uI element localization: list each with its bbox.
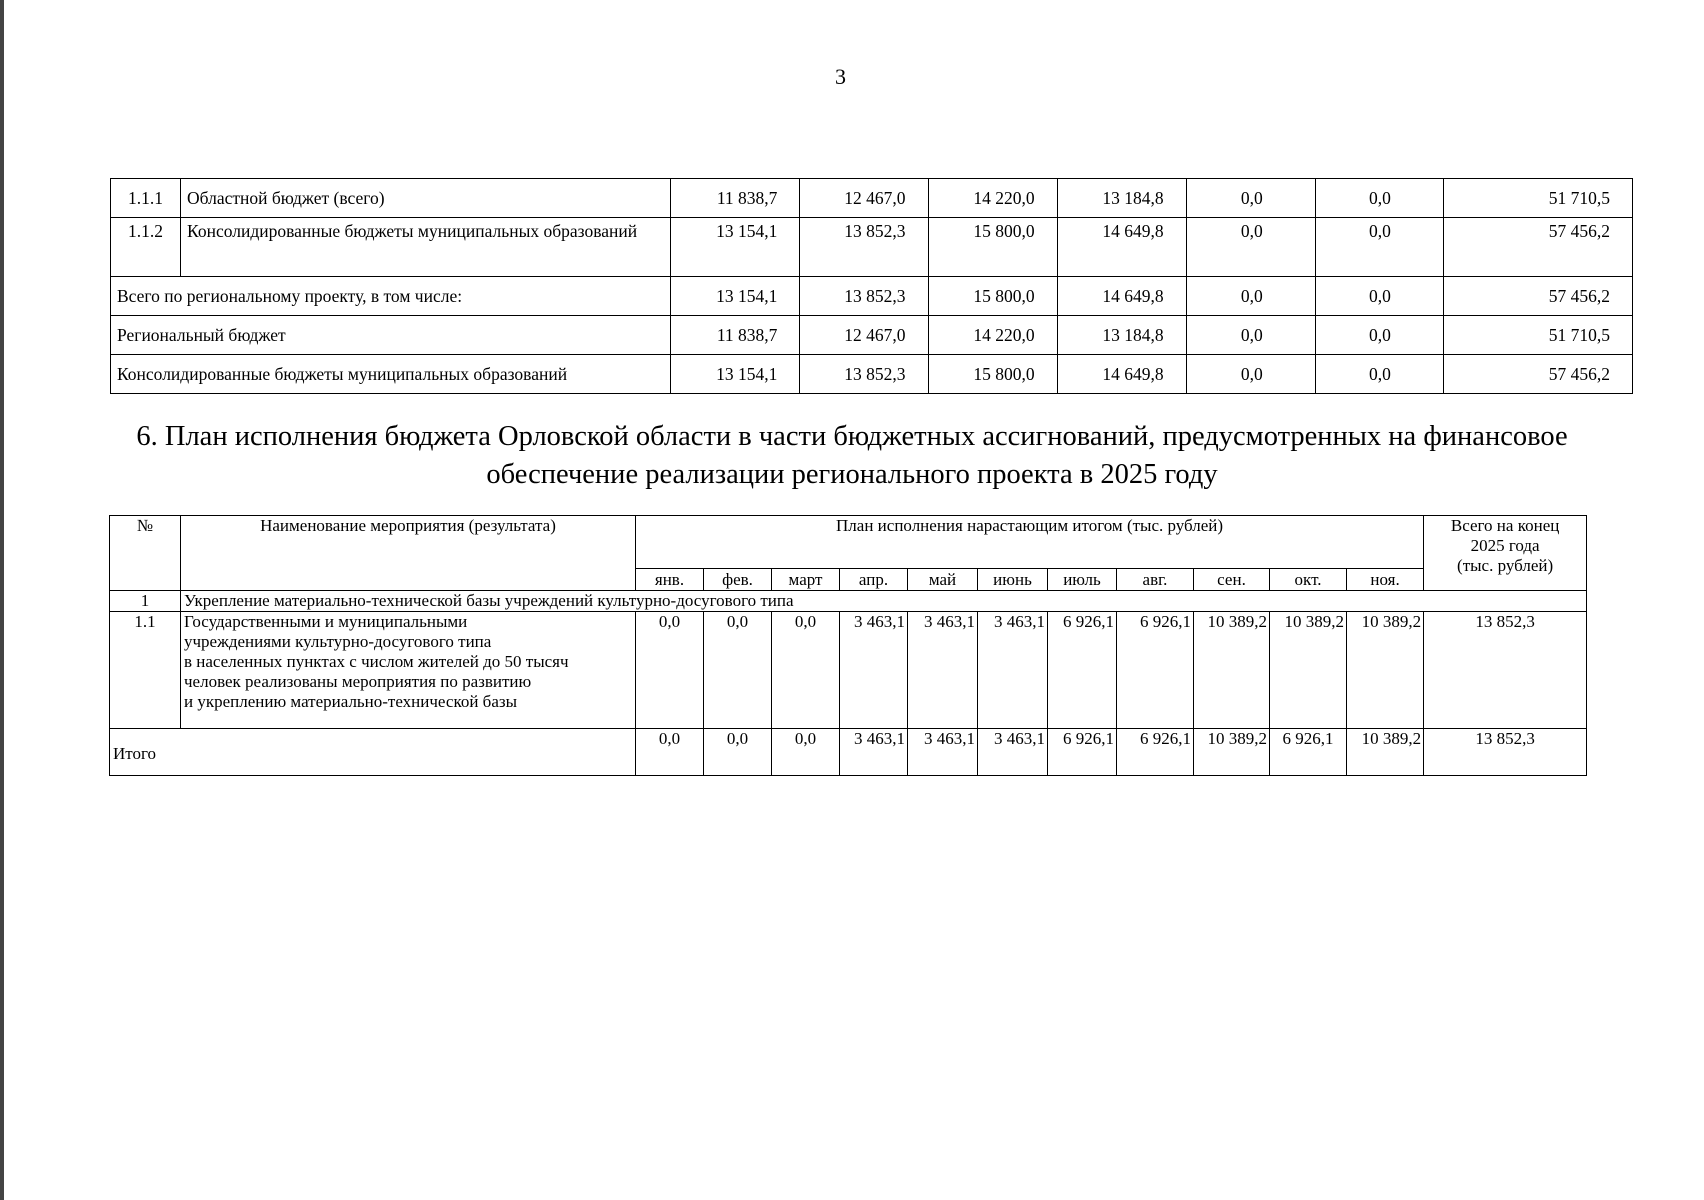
row-name: Консолидированные бюджеты муниципальных образований (111, 355, 671, 394)
value-cell: 13 184,8 (1057, 179, 1186, 218)
row-name: Областной бюджет (всего) (181, 179, 671, 218)
row-code: 1.1.2 (111, 218, 181, 277)
section-heading-line: обеспечение реализации регионального проекта в 2025 году (486, 459, 1218, 490)
funding-row (111, 355, 1633, 394)
value-cell: 15 800,0 (928, 218, 1057, 277)
item-name-line: в населенных пунктах с числом жителей до 50 тысяч (184, 652, 569, 671)
month-value: 0,0 (772, 729, 840, 776)
value-cell: 0,0 (1315, 179, 1443, 218)
month-value: 3 463,1 (978, 729, 1048, 776)
month-value: 6 926,1 (1048, 612, 1117, 729)
value-cell: 0,0 (1186, 355, 1315, 394)
month-value: 6 926,1 (1270, 729, 1347, 776)
item-row (110, 612, 1587, 729)
value-cell: 14 220,0 (928, 316, 1057, 355)
item-name-line: и укреплению материально-технической базы (184, 692, 518, 711)
month-value: 10 389,2 (1194, 729, 1270, 776)
value-cell: 0,0 (1186, 218, 1315, 277)
item-name-line: человек реализованы мероприятия по развитию (184, 672, 532, 691)
summary-row (110, 729, 1587, 776)
value-cell: 0,0 (1315, 218, 1443, 277)
value-cell: 0,0 (1315, 277, 1443, 316)
month-value: 0,0 (772, 612, 840, 729)
item-total: 13 852,3 (1424, 612, 1587, 729)
month-value: 6 926,1 (1117, 729, 1194, 776)
group-index: 1 (110, 591, 181, 612)
total-header-line: 2025 года (1470, 536, 1540, 555)
value-cell: 14 649,8 (1057, 355, 1186, 394)
item-name-line: Государственными и муниципальными (184, 612, 468, 631)
month-header: март (772, 569, 840, 591)
value-cell: 57 456,2 (1443, 218, 1632, 277)
month-header: май (908, 569, 978, 591)
value-cell: 13 154,1 (671, 355, 800, 394)
month-header: окт. (1270, 569, 1347, 591)
value-cell: 13 154,1 (671, 277, 800, 316)
funding-table (110, 178, 1633, 394)
funding-row (111, 218, 1633, 277)
plan-table (109, 515, 1587, 776)
value-cell: 13 852,3 (800, 277, 928, 316)
value-cell: 51 710,5 (1443, 316, 1632, 355)
plan-header-row (110, 516, 1587, 569)
value-cell: 11 838,7 (671, 316, 800, 355)
month-header: фев. (704, 569, 772, 591)
row-code: 1.1.1 (111, 179, 181, 218)
month-value: 3 463,1 (978, 612, 1048, 729)
month-value: 0,0 (704, 612, 772, 729)
month-value: 10 389,2 (1194, 612, 1270, 729)
month-value: 6 926,1 (1048, 729, 1117, 776)
month-value: 10 389,2 (1347, 729, 1424, 776)
group-name: Укрепление материально-технической базы учреждений культурно-досугового типа (181, 591, 1587, 612)
scan-edge (0, 0, 4, 1200)
month-header: сен. (1194, 569, 1270, 591)
value-cell: 51 710,5 (1443, 179, 1632, 218)
col-header-plan: План исполнения нарастающим итогом (тыс. рублей) (636, 516, 1424, 569)
funding-row (111, 179, 1633, 218)
month-value: 3 463,1 (908, 612, 978, 729)
group-row (110, 591, 1587, 612)
month-value: 10 389,2 (1347, 612, 1424, 729)
total-header-line: (тыс. рублей) (1457, 556, 1554, 575)
row-name: Региональный бюджет (111, 316, 671, 355)
value-cell: 57 456,2 (1443, 277, 1632, 316)
summary-label: Итого (110, 729, 636, 776)
row-name: Консолидированные бюджеты муниципальных образований (181, 218, 671, 277)
month-value: 3 463,1 (840, 729, 908, 776)
value-cell: 0,0 (1315, 316, 1443, 355)
item-name-line: учреждениями культурно-досугового типа (184, 632, 492, 651)
col-header-num: № (110, 516, 181, 591)
funding-row (111, 277, 1633, 316)
month-value: 0,0 (636, 729, 704, 776)
value-cell: 15 800,0 (928, 355, 1057, 394)
month-header: июль (1048, 569, 1117, 591)
page-number: 3 (835, 64, 846, 89)
value-cell: 57 456,2 (1443, 355, 1632, 394)
value-cell: 12 467,0 (800, 179, 928, 218)
col-header-name: Наименование мероприятия (результата) (181, 516, 636, 591)
funding-row (111, 316, 1633, 355)
value-cell: 0,0 (1186, 277, 1315, 316)
value-cell: 11 838,7 (671, 179, 800, 218)
section-heading (0, 418, 1704, 494)
value-cell: 12 467,0 (800, 316, 928, 355)
month-value: 0,0 (704, 729, 772, 776)
month-value: 6 926,1 (1117, 612, 1194, 729)
month-header: апр. (840, 569, 908, 591)
total-header-line: Всего на конец (1450, 516, 1560, 535)
month-value: 3 463,1 (840, 612, 908, 729)
month-header: авг. (1117, 569, 1194, 591)
value-cell: 0,0 (1186, 179, 1315, 218)
value-cell: 13 154,1 (671, 218, 800, 277)
month-header: июнь (978, 569, 1048, 591)
value-cell: 15 800,0 (928, 277, 1057, 316)
value-cell: 14 649,8 (1057, 218, 1186, 277)
section-heading-line: 6. План исполнения бюджета Орловской области в части бюджетных ассигнований, предусмотренных на финансовое (136, 421, 1568, 452)
month-value: 3 463,1 (908, 729, 978, 776)
item-index: 1.1 (110, 612, 181, 729)
row-name: Всего по региональному проекту, в том числе: (111, 277, 671, 316)
value-cell: 13 852,3 (800, 355, 928, 394)
value-cell: 14 220,0 (928, 179, 1057, 218)
value-cell: 0,0 (1315, 355, 1443, 394)
month-header: янв. (636, 569, 704, 591)
item-name (181, 612, 636, 729)
month-header: ноя. (1347, 569, 1424, 591)
value-cell: 13 852,3 (800, 218, 928, 277)
value-cell: 0,0 (1186, 316, 1315, 355)
month-value: 10 389,2 (1270, 612, 1347, 729)
value-cell: 13 184,8 (1057, 316, 1186, 355)
summary-total: 13 852,3 (1424, 729, 1587, 776)
value-cell: 14 649,8 (1057, 277, 1186, 316)
col-header-total (1424, 516, 1587, 591)
month-value: 0,0 (636, 612, 704, 729)
